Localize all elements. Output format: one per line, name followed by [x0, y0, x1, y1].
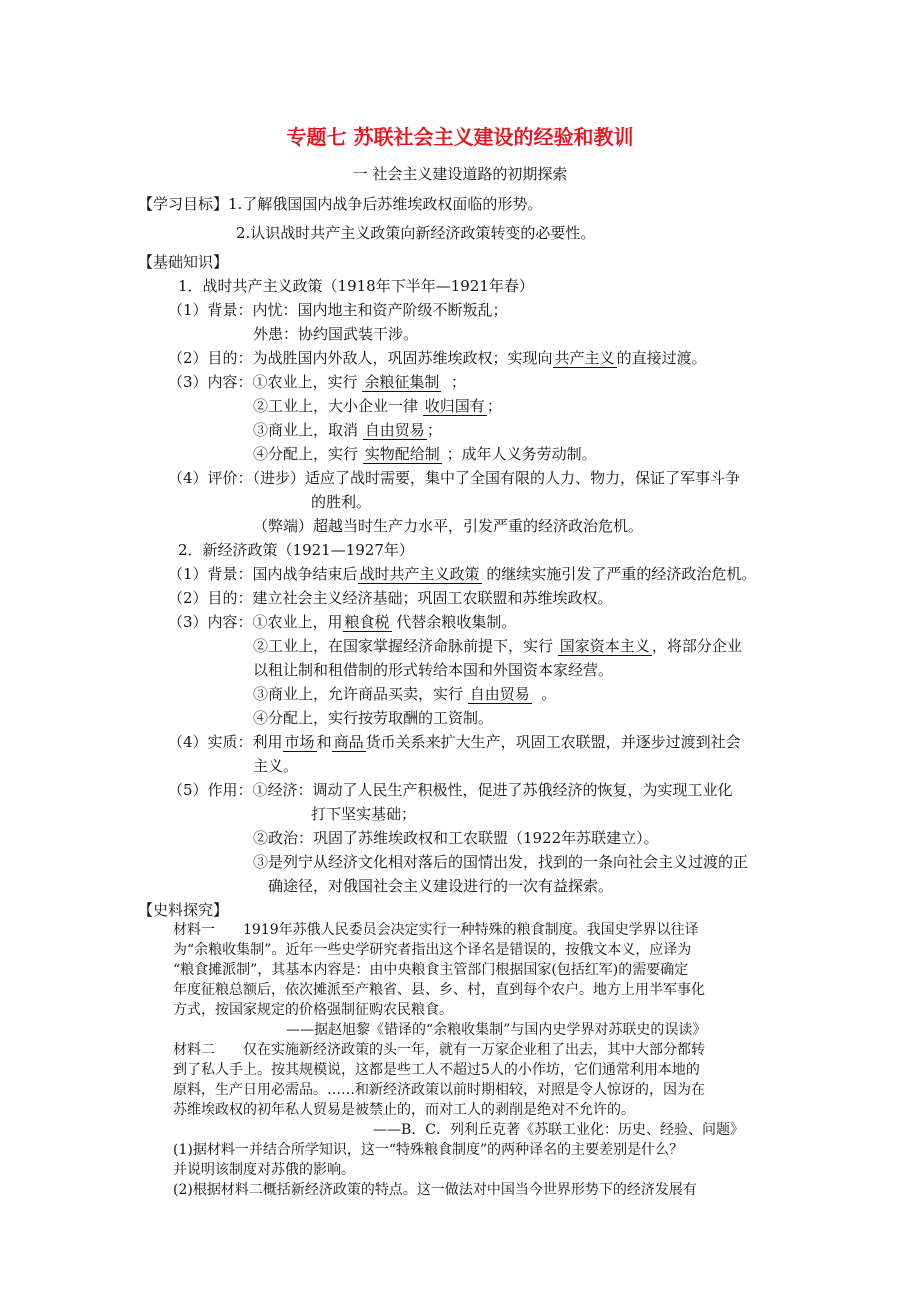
- objectives-label: 【学习目标】: [138, 195, 229, 213]
- s2-effect-1-continued: 打下坚实基础；: [311, 805, 417, 823]
- text: ④分配上，实行: [253, 445, 359, 463]
- text: 和: [316, 733, 332, 751]
- objective-item-2: 2.认识战时共产主义政策向新经济政策转变的必要性。: [236, 224, 596, 242]
- answer-blank: 共产主义: [554, 349, 615, 367]
- text: 。: [541, 685, 557, 703]
- text: ，将部分企业: [651, 637, 742, 655]
- text: （2）目的：为战胜国内外敌人，巩固苏维埃政权；实现向: [168, 349, 553, 367]
- answer-blank: 实物配给制: [364, 445, 440, 463]
- section2-heading: 2．新经济政策（1921—1927年）: [178, 541, 414, 559]
- page-title: 专题七 苏联社会主义建设的经验和教训: [286, 125, 634, 149]
- s2-effect-3: ③是列宁从经济文化相对落后的国情出发，找到的一条向社会主义过渡的正: [253, 853, 749, 871]
- s2-content-4: ④分配上，实行按劳取酬的工资制。: [253, 709, 494, 727]
- answer-blank: 粮食税: [344, 613, 390, 631]
- answer-blank: 余粮征集制: [364, 373, 440, 391]
- answer-blank: 收归国有: [424, 397, 485, 415]
- s2-effect-2: ②政治：巩固了苏维埃政权和工农联盟（1922年苏联建立）。: [253, 829, 659, 847]
- material-2-line-3: 原料，生产日用必需品。……和新经济政策以前时期相较，对照是令人惊讶的，因为在: [173, 1082, 705, 1098]
- basics-label: 【基础知识】: [138, 253, 229, 271]
- text: ；: [426, 421, 442, 439]
- s2-effect-3-continued: 确途径，对俄国社会主义建设进行的一次有益探索。: [268, 877, 614, 895]
- s2-essence: [168, 735, 741, 750]
- text: （3）内容：①农业上，用: [168, 613, 343, 631]
- text: ②工业上，大小企业一律: [253, 397, 419, 415]
- s1-background-line-1: （1）背景：内忧：国内地主和资产阶级不断叛乱；: [168, 301, 508, 319]
- s2-content-2: [253, 639, 742, 654]
- s2-goal: （2）目的：建立社会主义经济基础；巩固工农联盟和苏维埃政权。: [168, 589, 613, 607]
- s1-evaluation-1: （4）评价：（进步）适应了战时需要，集中了全国有限的人力、物力，保证了军事斗争: [168, 469, 741, 487]
- s1-content-3: [253, 423, 442, 438]
- material-2-line-4: 苏维埃政权的初年私人贸易是被禁止的，而对工人的剥削是绝对不允许的。: [173, 1102, 635, 1118]
- text: （3）内容：①农业上，实行: [168, 373, 358, 391]
- material-1-line-2: 为“余粮收集制”。近年一些史学研究者指出这个译名是错误的，按俄文本义，应译为: [173, 942, 692, 958]
- section1-heading: 1．战时共产主义政策（1918年下半年—1921年春）: [178, 277, 534, 295]
- text: ；: [450, 373, 466, 391]
- lesson-subtitle: 一 社会主义建设道路的初期探索: [352, 165, 568, 183]
- text: ③商业上，取消: [253, 421, 359, 439]
- material-1-line-5: 方式，按国家规定的价格强制征购农民粮食。: [173, 1002, 453, 1018]
- material-1-source: ——据赵旭黎《错译的“余粮收集制”与国内史学界对苏联史的误读》: [286, 1022, 707, 1038]
- question-1-line-1: (1)据材料一并结合所学知识，这一“特殊粮食制度”的两种译名的主要差别是什么？: [173, 1142, 684, 1158]
- answer-blank: 战时共产主义政策: [359, 565, 480, 583]
- material-2-source: ——B．C．列利丘克著《苏联工业化：历史、经验、问题》: [373, 1122, 744, 1138]
- s2-content-2-continued: 以租让制和租借制的形式转给本国和外国资本家经营。: [253, 661, 614, 679]
- s1-content-2: [253, 399, 502, 414]
- sources-label: 【史料探究】: [138, 901, 229, 919]
- text: 的直接过渡。: [616, 349, 707, 367]
- text: ；: [486, 397, 502, 415]
- s2-essence-continued: 主义。: [253, 757, 299, 775]
- s2-content-3: [253, 687, 556, 702]
- material-2-line-2: 到了私人手上。按其规模说，这都是些工人不超过5人的小作坊，它们通常利用本地的: [173, 1062, 700, 1078]
- text: ；成年人义务劳动制。: [446, 445, 597, 463]
- s2-effect-1: （5）作用：①经济：调动了人民生产积极性，促进了苏俄经济的恢复，为实现工业化: [168, 781, 733, 799]
- answer-blank: 自由贸易: [469, 685, 530, 703]
- objectives-line-1: [138, 197, 542, 212]
- answer-blank: 商品: [333, 733, 364, 751]
- s1-content-4: [253, 447, 597, 462]
- answer-blank: 自由贸易: [364, 421, 425, 439]
- answer-blank: 国家资本主义: [559, 637, 650, 655]
- s1-content-1: [168, 375, 466, 390]
- s2-background: [168, 567, 756, 582]
- s1-evaluation-2: 的胜利。: [311, 493, 372, 511]
- text: 的继续实施引发了严重的经济政治危机。: [486, 565, 757, 583]
- material-1-line-1: 材料一 1919年苏俄人民委员会决定实行一种特殊的粮食制度。我国史学界以往译: [173, 922, 699, 938]
- text: 货币关系来扩大生产，巩固工农联盟，并逐步过渡到社会: [365, 733, 741, 751]
- text: ③商业上，允许商品买卖，实行: [253, 685, 464, 703]
- text: 代替余粮收集制。: [396, 613, 517, 631]
- material-1-line-3: “粮食摊派制”，其基本内容是：由中央粮食主管部门根据国家(包括红军)的需要确定: [173, 962, 689, 978]
- material-1-line-4: 年度征粮总额后，依次摊派至产粮省、县、乡、村，直到每个农户。地方上用半军事化: [173, 982, 705, 998]
- text: （4）实质：利用: [168, 733, 283, 751]
- s1-background-line-2: 外患：协约国武装干涉。: [253, 325, 419, 343]
- text: （1）背景：国内战争结束后: [168, 565, 358, 583]
- material-2-line-1: 材料二 仅在实施新经济政策的头一年，就有一万家企业租了出去，其中大部分都转: [173, 1042, 705, 1058]
- s1-evaluation-3: （弊端）超越当时生产力水平，引发严重的经济政治危机。: [253, 517, 644, 535]
- question-2-line-1: (2)根据材料二概括新经济政策的特点。这一做法对中国当今世界形势下的经济发展有: [173, 1182, 697, 1198]
- question-1-line-2: 并说明该制度对苏俄的影响。: [173, 1162, 355, 1178]
- answer-blank: 市场: [284, 733, 315, 751]
- text: ②工业上，在国家掌握经济命脉前提下，实行: [253, 637, 554, 655]
- objective-item-1: 1.了解俄国国内战争后苏维埃政权面临的形势。: [228, 195, 543, 213]
- s2-content-1: [168, 615, 516, 630]
- s1-goal: [168, 351, 707, 366]
